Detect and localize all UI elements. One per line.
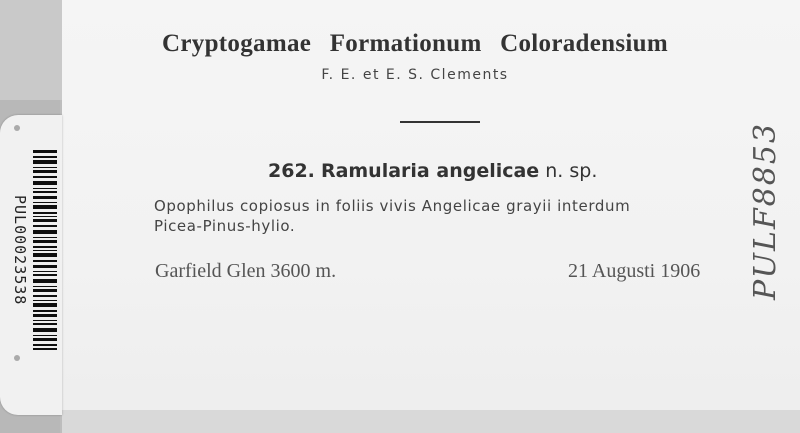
divider bbox=[400, 121, 480, 123]
barcode-id bbox=[11, 195, 29, 217]
species-heading bbox=[268, 160, 597, 182]
locality: Garfield Glen 3600 m. bbox=[155, 260, 337, 282]
card-bottom-edge bbox=[62, 410, 800, 433]
collection-title: Cryptogamae Formationum Coloradensium bbox=[162, 30, 668, 57]
collectors: F. E. et E. S. Clements bbox=[321, 67, 509, 83]
barcode-icon bbox=[33, 150, 57, 350]
species-suffix: n. sp. bbox=[545, 160, 598, 182]
description-line: Picea-Pinus-hylio. bbox=[154, 217, 296, 235]
handwritten-accession bbox=[748, 240, 783, 300]
species-name: Ramularia angelicae bbox=[320, 160, 540, 182]
sticker-hole bbox=[14, 355, 20, 361]
collection-date: 21 Augusti 1906 bbox=[568, 260, 701, 282]
habitat-description bbox=[154, 196, 744, 236]
description-line: Opophilus copiosus in foliis vivis Angelicae grayii interdum bbox=[154, 197, 631, 215]
sticker-hole bbox=[14, 125, 20, 131]
specimen-number: 262. bbox=[268, 160, 315, 182]
